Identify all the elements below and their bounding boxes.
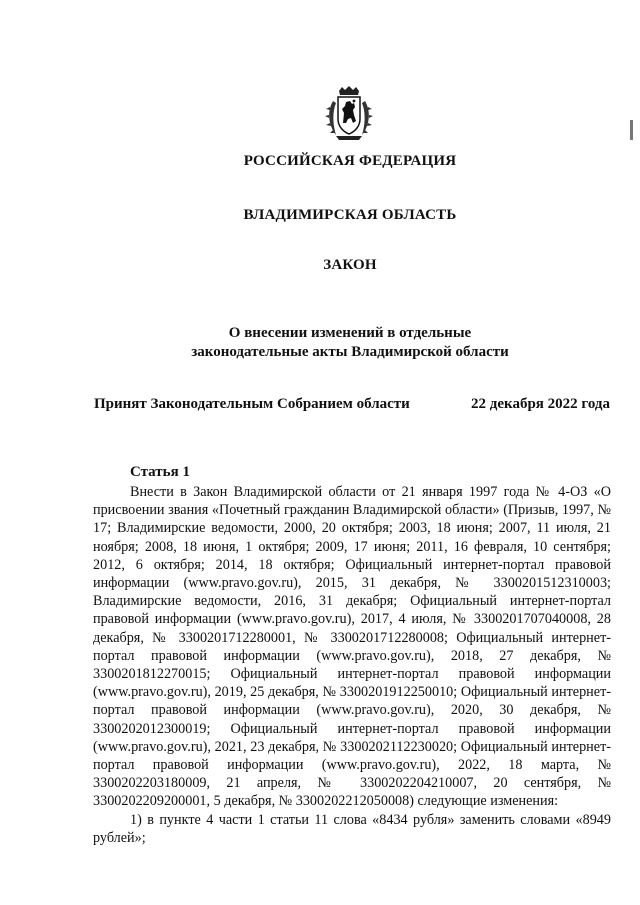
scan-edge-mark	[630, 120, 633, 140]
country-heading: РОССИЙСКАЯ ФЕДЕРАЦИЯ	[243, 153, 457, 169]
law-title-line-2: законодательные акты Владимирской области	[191, 344, 509, 360]
accepted-by: Принят Законодательным Собранием области	[94, 396, 410, 412]
coat-of-arms-emblem	[324, 85, 374, 143]
article-body	[93, 483, 611, 847]
article-heading: Статья 1	[130, 464, 190, 480]
accepted-date: 22 декабря 2022 года	[471, 396, 610, 412]
accepted-line	[94, 396, 610, 413]
article-item-1: 1) в пункте 4 части 1 статьи 11 слова «8434 рубля» заменить словами «8949 рублей»;	[93, 811, 611, 846]
region-heading: ВЛАДИМИРСКАЯ ОБЛАСТЬ	[243, 207, 457, 223]
law-title-line-1: О внесении изменений в отдельные	[228, 325, 472, 341]
article-paragraph-1: Внести в Закон Владимирской области от 21 января 1997 года № 4-ОЗ «О присвоении звания «Почетный гражданин Владимирской области» (Призыв, 1997, № 17; Владимирские ведомости, 2000, 20 октября; 2003, 18 июня; 2007, 11 июля, 21 ноября; 2008, 18 июня, 1 октября; 2009, 17 июня; 2011, 16 февраля, 10 сентября; 2012, 6 октября; 2014, 18 октября; Официальный интернет-портал правовой информации (www.pravo.gov.ru), 2015, 31 декабря, № 3300201512310003; Владимирские ведомости, 2016, 31 декабря; Официальный интернет-портал правовой информации (www.pravo.gov.ru), 2017, 4 июля, № 3300201707040008, 28 декабря, № 3300201712280001, № 3300201712280008; Официальный интернет-портал правовой информации (www.pravo.gov.ru), 2018, 27 декабря, № 3300201812270015; Официальный интернет-портал правовой информации (www.pravo.gov.ru), 2019, 25 декабря, № 3300201912250010; Официальный интернет-портал правовой информации (www.pravo.gov.ru), 2020, 30 декабря, № 3300202012300019; Официальный интернет-портал правовой информации (www.pravo.gov.ru), 2021, 23 декабря, № 3300202112230020; Официальный интернет-портал правовой информации (www.pravo.gov.ru), 2022, 18 марта, № 3300202203180009, 21 апреля, № 3300202204210007, 20 сентября, № 3300202209200001, 5 декабря, № 3300202212050008) следующие изменения:	[93, 484, 611, 810]
document-type-heading: ЗАКОН	[323, 257, 377, 273]
